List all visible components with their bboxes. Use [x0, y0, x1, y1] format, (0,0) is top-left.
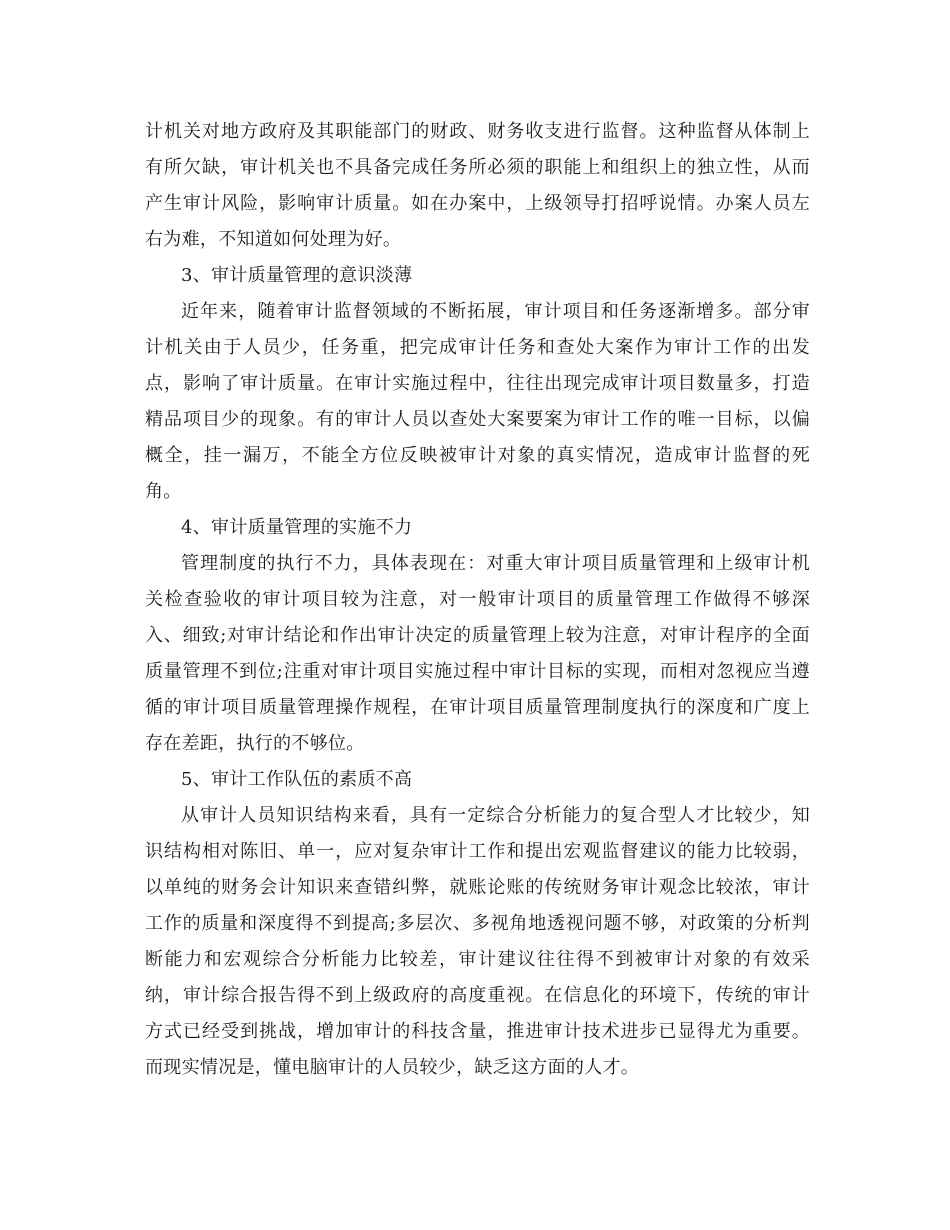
paragraph-line: 方式已经受到挑战，增加审计的科技含量，推进审计技术进步已显得尤为重要。 — [145, 1021, 810, 1042]
paragraph-line: 点，影响了审计质量。在审计实施过程中，往往出现完成审计项目数量多，打造 — [145, 373, 810, 394]
paragraph-line: 以单纯的财务会计知识来查错纠弊，就账论账的传统财务审计观念比较浓，审计 — [145, 877, 810, 898]
paragraph-line: 纳，审计综合报告得不到上级政府的高度重视。在信息化的环境下，传统的审计 — [145, 985, 810, 1006]
paragraph-line: 管理制度的执行不力，具体表现在：对重大审计项目质量管理和上级审计机 — [181, 553, 810, 574]
document-body — [145, 114, 810, 1086]
paragraph-line: 关检查验收的审计项目较为注意，对一般审计项目的质量管理工作做得不够深 — [145, 589, 810, 610]
paragraph-line: 工作的质量和深度得不到提高;多层次、多视角地透视问题不够，对政策的分析判 — [145, 913, 810, 934]
paragraph-line: 概全，挂一漏万，不能全方位反映被审计对象的真实情况，造成审计监督的死 — [145, 445, 810, 466]
section-heading: 4、审计质量管理的实施不力 — [181, 517, 413, 538]
section-heading: 3、审计质量管理的意识淡薄 — [181, 265, 413, 286]
paragraph-line: 入、细致;对审计结论和作出审计决定的质量管理上较为注意，对审计程序的全面 — [145, 625, 810, 646]
paragraph-line: 计机关由于人员少，任务重，把完成审计任务和查处大案作为审计工作的出发 — [145, 337, 810, 358]
paragraph-line: 从审计人员知识结构来看，具有一定综合分析能力的复合型人才比较少，知 — [181, 805, 810, 826]
paragraph-line: 断能力和宏观综合分析能力比较差，审计建议往往得不到被审计对象的有效采 — [145, 949, 810, 970]
paragraph-line: 产生审计风险，影响审计质量。如在办案中，上级领导打招呼说情。办案人员左 — [145, 193, 810, 214]
paragraph-line: 而现实情况是，懂电脑审计的人员较少，缺乏这方面的人才。 — [145, 1057, 640, 1078]
paragraph-line: 有所欠缺，审计机关也不具备完成任务所必须的职能上和组织上的独立性，从而 — [145, 157, 810, 178]
paragraph-line: 识结构相对陈旧、单一，应对复杂审计工作和提出宏观监督建议的能力比较弱， — [145, 841, 810, 862]
paragraph-line: 质量管理不到位;注重对审计项目实施过程中审计目标的实现，而相对忽视应当遵 — [145, 661, 810, 682]
paragraph-line: 近年来，随着审计监督领域的不断拓展，审计项目和任务逐渐增多。部分审 — [181, 301, 810, 322]
paragraph-line: 角。 — [145, 481, 182, 502]
paragraph-line: 循的审计项目质量管理操作规程，在审计项目质量管理制度执行的深度和广度上 — [145, 697, 810, 718]
section-heading: 5、审计工作队伍的素质不高 — [181, 769, 413, 790]
paragraph-line: 存在差距，执行的不够位。 — [145, 733, 365, 754]
paragraph-line: 计机关对地方政府及其职能部门的财政、财务收支进行监督。这种监督从体制上 — [145, 121, 810, 142]
paragraph-line: 精品项目少的现象。有的审计人员以查处大案要案为审计工作的唯一目标，以偏 — [145, 409, 810, 430]
paragraph-line: 右为难，不知道如何处理为好。 — [145, 229, 402, 250]
